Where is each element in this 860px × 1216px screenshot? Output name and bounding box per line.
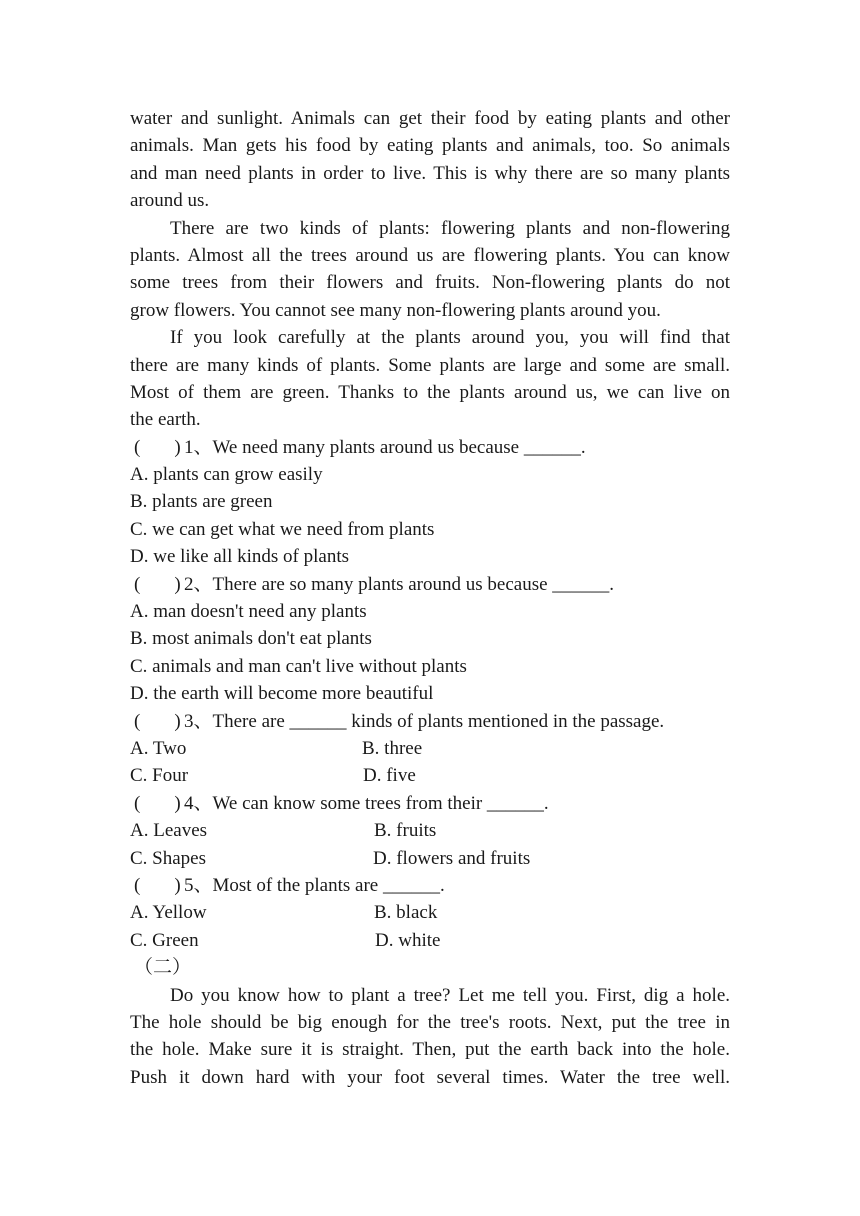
question-number: 4、 xyxy=(184,792,213,814)
answer-blank[interactable]: ( ) xyxy=(134,436,181,458)
question-3 xyxy=(130,708,730,790)
passage-line: grow flowers. You cannot see many non-flowering plants around you. xyxy=(130,299,661,321)
passage-line: around us. xyxy=(130,190,210,212)
option-a: A. plants can grow easily xyxy=(130,464,323,486)
question-text: There are so many plants around us because ______. xyxy=(212,573,615,595)
answer-blank[interactable]: ( ) xyxy=(134,874,181,896)
question-text: There are ______ kinds of plants mentioned in the passage. xyxy=(212,710,665,732)
question-text: Most of the plants are ______. xyxy=(212,874,445,896)
answer-blank[interactable]: ( ) xyxy=(134,792,181,814)
question-stem xyxy=(130,571,730,598)
passage-line: the hole. Make sure it is straight. Then, put the earth back into the hole. xyxy=(130,1039,730,1061)
question-stem xyxy=(130,708,730,735)
worksheet-page xyxy=(130,105,730,1091)
option-row xyxy=(130,899,730,926)
option-b: B. most animals don't eat plants xyxy=(130,628,372,650)
passage-line: There are two kinds of plants: flowering plants and non-flowering xyxy=(170,217,730,239)
option-b: B. black xyxy=(374,902,438,924)
passage-line: some trees from their flowers and fruits. Non-flowering plants do not xyxy=(130,272,730,294)
passage-line: Most of them are green. Thanks to the plants around us, we can live on xyxy=(130,381,730,403)
passage-line: water and sunlight. Animals can get their food by eating plants and other xyxy=(130,108,730,129)
passage-line: The hole should be big enough for the tree's roots. Next, put the tree in xyxy=(130,1011,730,1033)
question-number: 3、 xyxy=(184,710,213,732)
question-number: 5、 xyxy=(184,874,213,896)
question-stem xyxy=(130,434,730,461)
question-1 xyxy=(130,434,730,571)
option-c: C. Shapes xyxy=(130,847,206,869)
option-c: C. animals and man can't live without plants xyxy=(130,655,467,677)
option-d: D. flowers and fruits xyxy=(373,847,531,869)
question-text: We need many plants around us because ______. xyxy=(212,436,586,458)
option-a: A. Leaves xyxy=(130,820,208,842)
passage-line: the earth. xyxy=(130,409,201,431)
passage-line: animals. Man gets his food by eating plants and animals, too. So animals xyxy=(130,135,730,157)
passage-line: and man need plants in order to live. This is why there are so many plants xyxy=(130,162,730,184)
passage-one xyxy=(130,105,730,434)
passage-line: plants. Almost all the trees around us are flowering plants. You can know xyxy=(130,244,730,266)
option-b: B. plants are green xyxy=(130,491,273,513)
question-4 xyxy=(130,790,730,872)
option-c: C. we can get what we need from plants xyxy=(130,518,435,540)
option-a: A. man doesn't need any plants xyxy=(130,601,367,623)
question-number: 2、 xyxy=(184,573,213,595)
option-b: B. three xyxy=(362,737,423,759)
passage-line: Do you know how to plant a tree? Let me tell you. First, dig a hole. xyxy=(170,984,730,1006)
option-row xyxy=(130,817,730,844)
question-5 xyxy=(130,872,730,954)
option-a: A. Yellow xyxy=(130,902,207,924)
passage-line: If you look carefully at the plants around you, you will find that xyxy=(170,327,730,349)
option-c: C. Four xyxy=(130,765,189,787)
option-d: D. white xyxy=(375,929,441,951)
option-b: B. fruits xyxy=(374,820,437,842)
answer-blank[interactable]: ( ) xyxy=(134,710,181,732)
option-d: D. five xyxy=(363,765,416,787)
option-d: D. the earth will become more beautiful xyxy=(130,683,434,705)
option-row xyxy=(130,735,730,762)
option-a: A. Two xyxy=(130,737,187,759)
question-text: We can know some trees from their ______. xyxy=(212,792,549,814)
question-2 xyxy=(130,571,730,708)
question-number: 1、 xyxy=(184,436,213,458)
option-row xyxy=(130,762,730,789)
section-two xyxy=(130,954,730,1091)
option-d: D. we like all kinds of plants xyxy=(130,546,349,568)
question-stem xyxy=(130,872,730,899)
option-row xyxy=(130,927,730,954)
question-stem xyxy=(130,790,730,817)
option-c: C. Green xyxy=(130,929,199,951)
section-heading: （二） xyxy=(134,957,192,979)
option-row xyxy=(130,845,730,872)
passage-line: there are many kinds of plants. Some plants are large and some are small. xyxy=(130,354,730,376)
passage-line: Push it down hard with your foot several times. Water the tree well. xyxy=(130,1066,730,1088)
answer-blank[interactable]: ( ) xyxy=(134,573,181,595)
